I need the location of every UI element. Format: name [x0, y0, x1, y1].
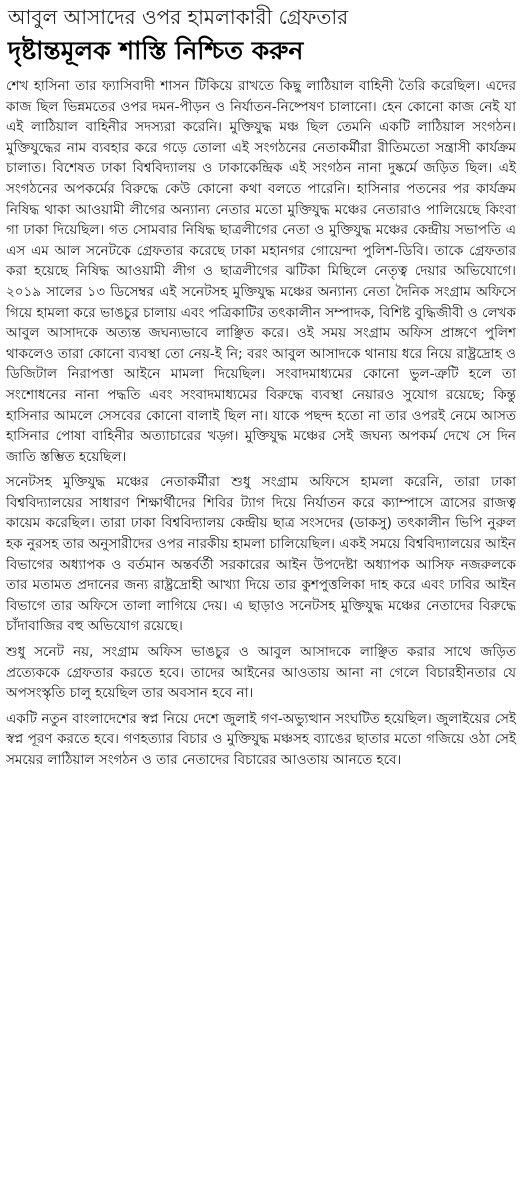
article-body [6, 76, 516, 771]
headline: দৃষ্টান্তমূলক শাস্তি নিশ্চিত করুন [8, 36, 304, 65]
paragraph: সনেটসহ মুক্তিযুদ্ধ মঞ্চের নেতাকর্মীরা শুধু সংগ্রাম অফিসে হামলা করেনি, তারা ঢাকা বিশ্ববিদ্যালয়ের সাধারণ শিক্ষার্থীদের শিবির ট্যাগ দিয়ে নির্যাতন করে ক্যাম্পাসে ত্রাসের রাজত্ব কায়েম করেছিল। তারা ঢাকা বিশ্ববিদ্যালয় কেন্দ্রীয় ছাত্র সংসদের (ডাকসু) তৎকালীন ভিপি নুরুল হক নুরসহ তার অনুসারীদের ওপর নারকীয় হামলা চালিয়েছিল। একই সময়ে বিশ্ববিদ্যালয়ের আইন বিভাগের অধ্যাপক ও বর্তমান অন্তর্বর্তী সরকারের আইন উপদেষ্টা অধ্যাপক আসিফ নজরুলকে তার মতামত প্রদানের জন্য রাষ্ট্রদ্রোহী আখ্যা দিয়ে তার কুশপুত্তলিকা দাহ করে এবং ঢাবির আইন বিভাগে তার অফিসে তালা লাগিয়ে দেয়। এ ছাড়াও সনেটসহ মুক্তিযুদ্ধ মঞ্চের নেতাদের বিরুদ্ধে চাঁদাবাজির বহু অভিযোগ রয়েছে। [6, 474, 516, 635]
paragraph: শেখ হাসিনা তার ফ্যাসিবাদী শাসন টিকিয়ে রাখতে কিছু লাঠিয়াল বাহিনী তৈরি করেছিল। এদের কাজ ছিল ভিন্নমতের ওপর দমন-পীড়ন ও নির্যাতন-নিষ্পেষণ চালানো। হেন কোনো কাজ নেই যা এই লাঠিয়াল বাহিনীর সদস্যরা করেনি। মুক্তিযুদ্ধ মঞ্চ ছিল তেমনি একটি লাঠিয়াল সংগঠন। মুক্তিযুদ্ধের নাম ব্যবহার করে গড়ে তোলা এই সংগঠনের নেতাকর্মীরা রীতিমতো সন্ত্রাসী কার্যক্রম চালাত। বিশেষত ঢাকা বিশ্ববিদ্যালয় ও ঢাকাকেন্দ্রিক এই সংগঠন নানা দুষ্কর্মে জড়িত ছিল। এই সংগঠনের অপকর্মের বিরুদ্ধে কেউ কোনো কথা বলতে পারেনি। হাসিনার পতনের পর কার্যক্রম নিষিদ্ধ থাকা আওয়ামী লীগের অন্যান্য নেতার মতো মুক্তিযুদ্ধ মঞ্চের নেতারাও পালিয়েছে কিংবা গা ঢাকা দিয়েছিল। গত সোমবার নিষিদ্ধ ছাত্রলীগের নেতা ও মুক্তিযুদ্ধ মঞ্চের কেন্দ্রীয় সভাপতি এ এস এম আল সনেটকে গ্রেফতার করেছে ঢাকা মহানগর গোয়েন্দা পুলিশ-ডিবি। তাকে গ্রেফতার করা হয়েছে নিষিদ্ধ আওয়ামী লীগ ও ছাত্রলীগের ঝটিকা মিছিলে নেতৃত্ব দেয়ার অভিযোগে। ২০১৯ সালের ১৩ ডিসেম্বর এই সনেটসহ মুক্তিযুদ্ধ মঞ্চের অন্যান্য নেতা দৈনিক সংগ্রাম অফিসে গিয়ে হামলা করে ভাঙচুর চালায় এবং পত্রিকাটির তৎকালীন সম্পাদক, বিশিষ্ট বুদ্ধিজীবী ও লেখক আবুল আসাদকে অত্যন্ত জঘন্যভাবে লাঞ্ছিত করে। ওই সময় সংগ্রাম অফিস প্রাঙ্গণে পুলিশ থাকলেও তারা কোনো ব্যবস্থা তো নেয়-ই নি; বরং আবুল আসাদকে থানায় ধরে নিয়ে রাষ্ট্রদ্রোহ ও ডিজিটাল নিরাপত্তা আইনে মামলা দিয়েছিল। সংবাদমাধ্যমের কোনো ভুল-ত্রুটি হলে তা সংশোধনের নানা পদ্ধতি এবং সংবাদমাধ্যমের বিরুদ্ধে ব্যবস্থা নেয়ারও সুযোগ রয়েছে; কিন্তু হাসিনার আমলে সেসবের কোনো বালাই ছিল না। যাকে পছন্দ হতো না তার ওপরই নেমে আসত হাসিনার পোষা বাহিনীর অত্যাচারের খড়্গ। মুক্তিযুদ্ধ মঞ্চের সেই জঘন্য অপকর্ম দেখে সে দিন জাতি স্তম্ভিত হয়েছিল। [6, 78, 516, 465]
paragraph: শুধু সনেট নয়, সংগ্রাম অফিস ভাঙচুর ও আবুল আসাদকে লাঞ্ছিত করার সাথে জড়িত প্রত্যেককে গ্রেফতার করতে হবে। তাদের আইনের আওতায় আনা না গেলে বিচারহীনতার যে অপসংস্কৃতি চালু হয়েছিল তার অবসান হবে না। [6, 644, 516, 702]
paragraph: একটি নতুন বাংলাদেশের স্বপ্ন নিয়ে দেশে জুলাই গণ-অভ্যুত্থান সংঘটিত হয়েছিল। জুলাইয়ের সেই স্বপ্ন পূরণ করতে হবে। গণহত্যার বিচার ও মুক্তিযুদ্ধ মঞ্চসহ ব্যাঙের ছাতার মতো গজিয়ে ওঠা সেই সময়ের লাঠিয়াল সংগঠন ও তার নেতাদের বিচারের আওতায় আনতে হবে। [6, 710, 516, 768]
headline-kicker: আবুল আসাদের ওপর হামলাকারী গ্রেফতার [8, 5, 349, 29]
